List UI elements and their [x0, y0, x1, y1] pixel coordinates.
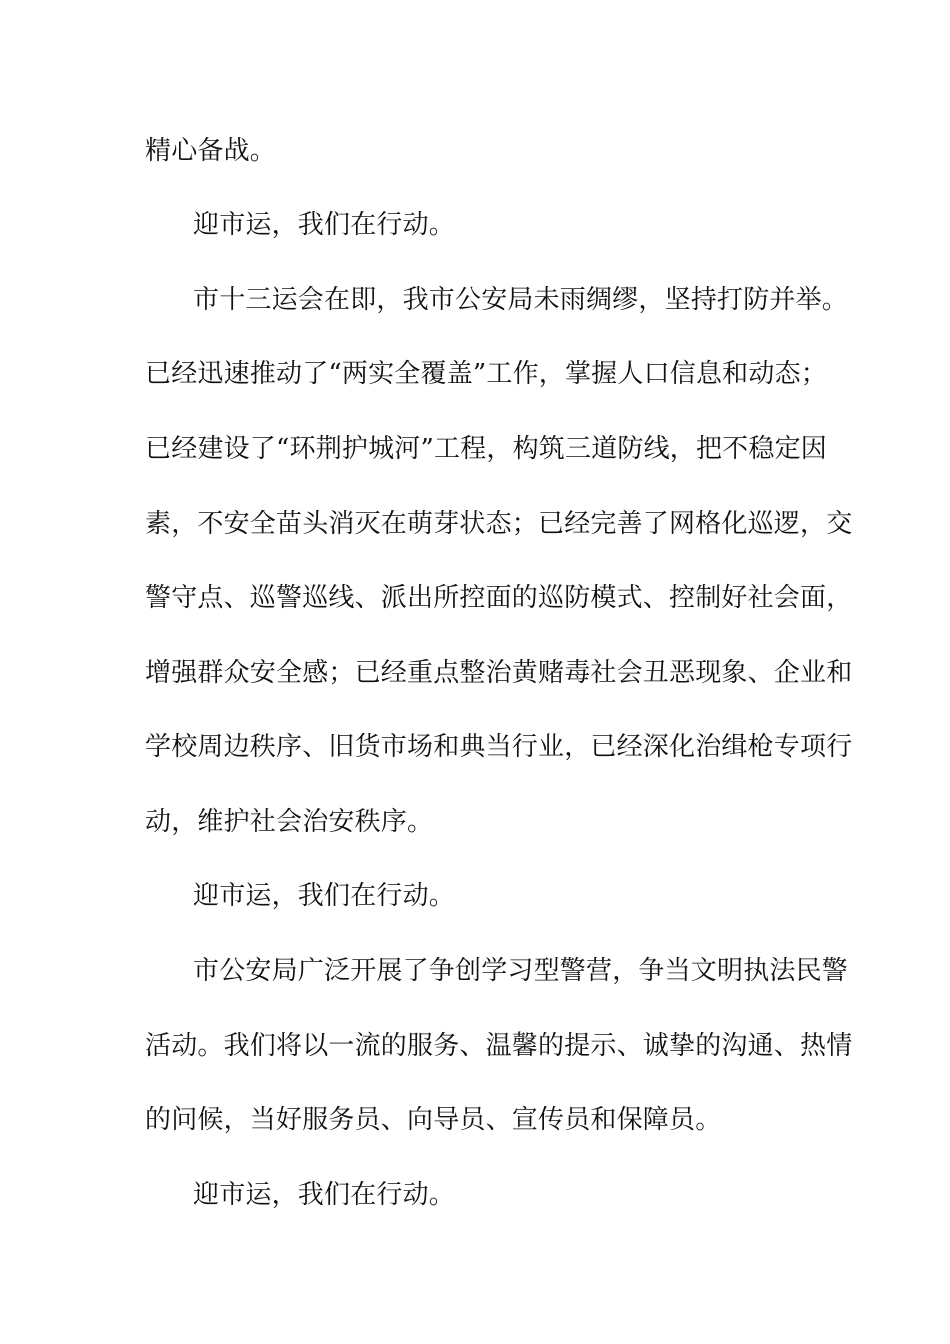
text-line: 的问候，当好服务员、向导员、宣传员和保障员。	[145, 1105, 722, 1135]
text-line: 已经建设了“环荆护城河”工程，构筑三道防线，把不稳定因	[145, 434, 827, 464]
text-line: 精心备战。	[145, 136, 277, 166]
text-line: 已经迅速推动了“两实全覆盖”工作，掌握人口信息和动态；	[145, 359, 827, 389]
text-line: 活动。我们将以一流的服务、温馨的提示、诚挚的沟通、热情	[145, 1031, 853, 1061]
text-line: 学校周边秩序、旧货市场和典当行业，已经深化治缉枪专项行	[145, 732, 853, 762]
text-line: 素，不安全苗头消灭在萌芽状态；已经完善了网格化巡逻，交	[145, 509, 853, 539]
text-line: 警守点、巡警巡线、派出所控面的巡防模式、控制好社会面，	[145, 583, 853, 613]
paragraph-start-line: 市公安局广泛开展了争创学习型警营，争当文明执法民警	[193, 956, 849, 986]
paragraph-start-line: 市十三运会在即，我市公安局未雨绸缪，坚持打防并举。	[193, 285, 849, 315]
slogan-line: 迎市运，我们在行动。	[193, 210, 456, 240]
text-line: 增强群众安全感；已经重点整治黄赌毒社会丑恶现象、企业和	[145, 658, 853, 688]
slogan-line: 迎市运，我们在行动。	[193, 881, 456, 911]
text-line: 动，维护社会治安秩序。	[145, 807, 434, 837]
slogan-line: 迎市运，我们在行动。	[193, 1180, 456, 1210]
